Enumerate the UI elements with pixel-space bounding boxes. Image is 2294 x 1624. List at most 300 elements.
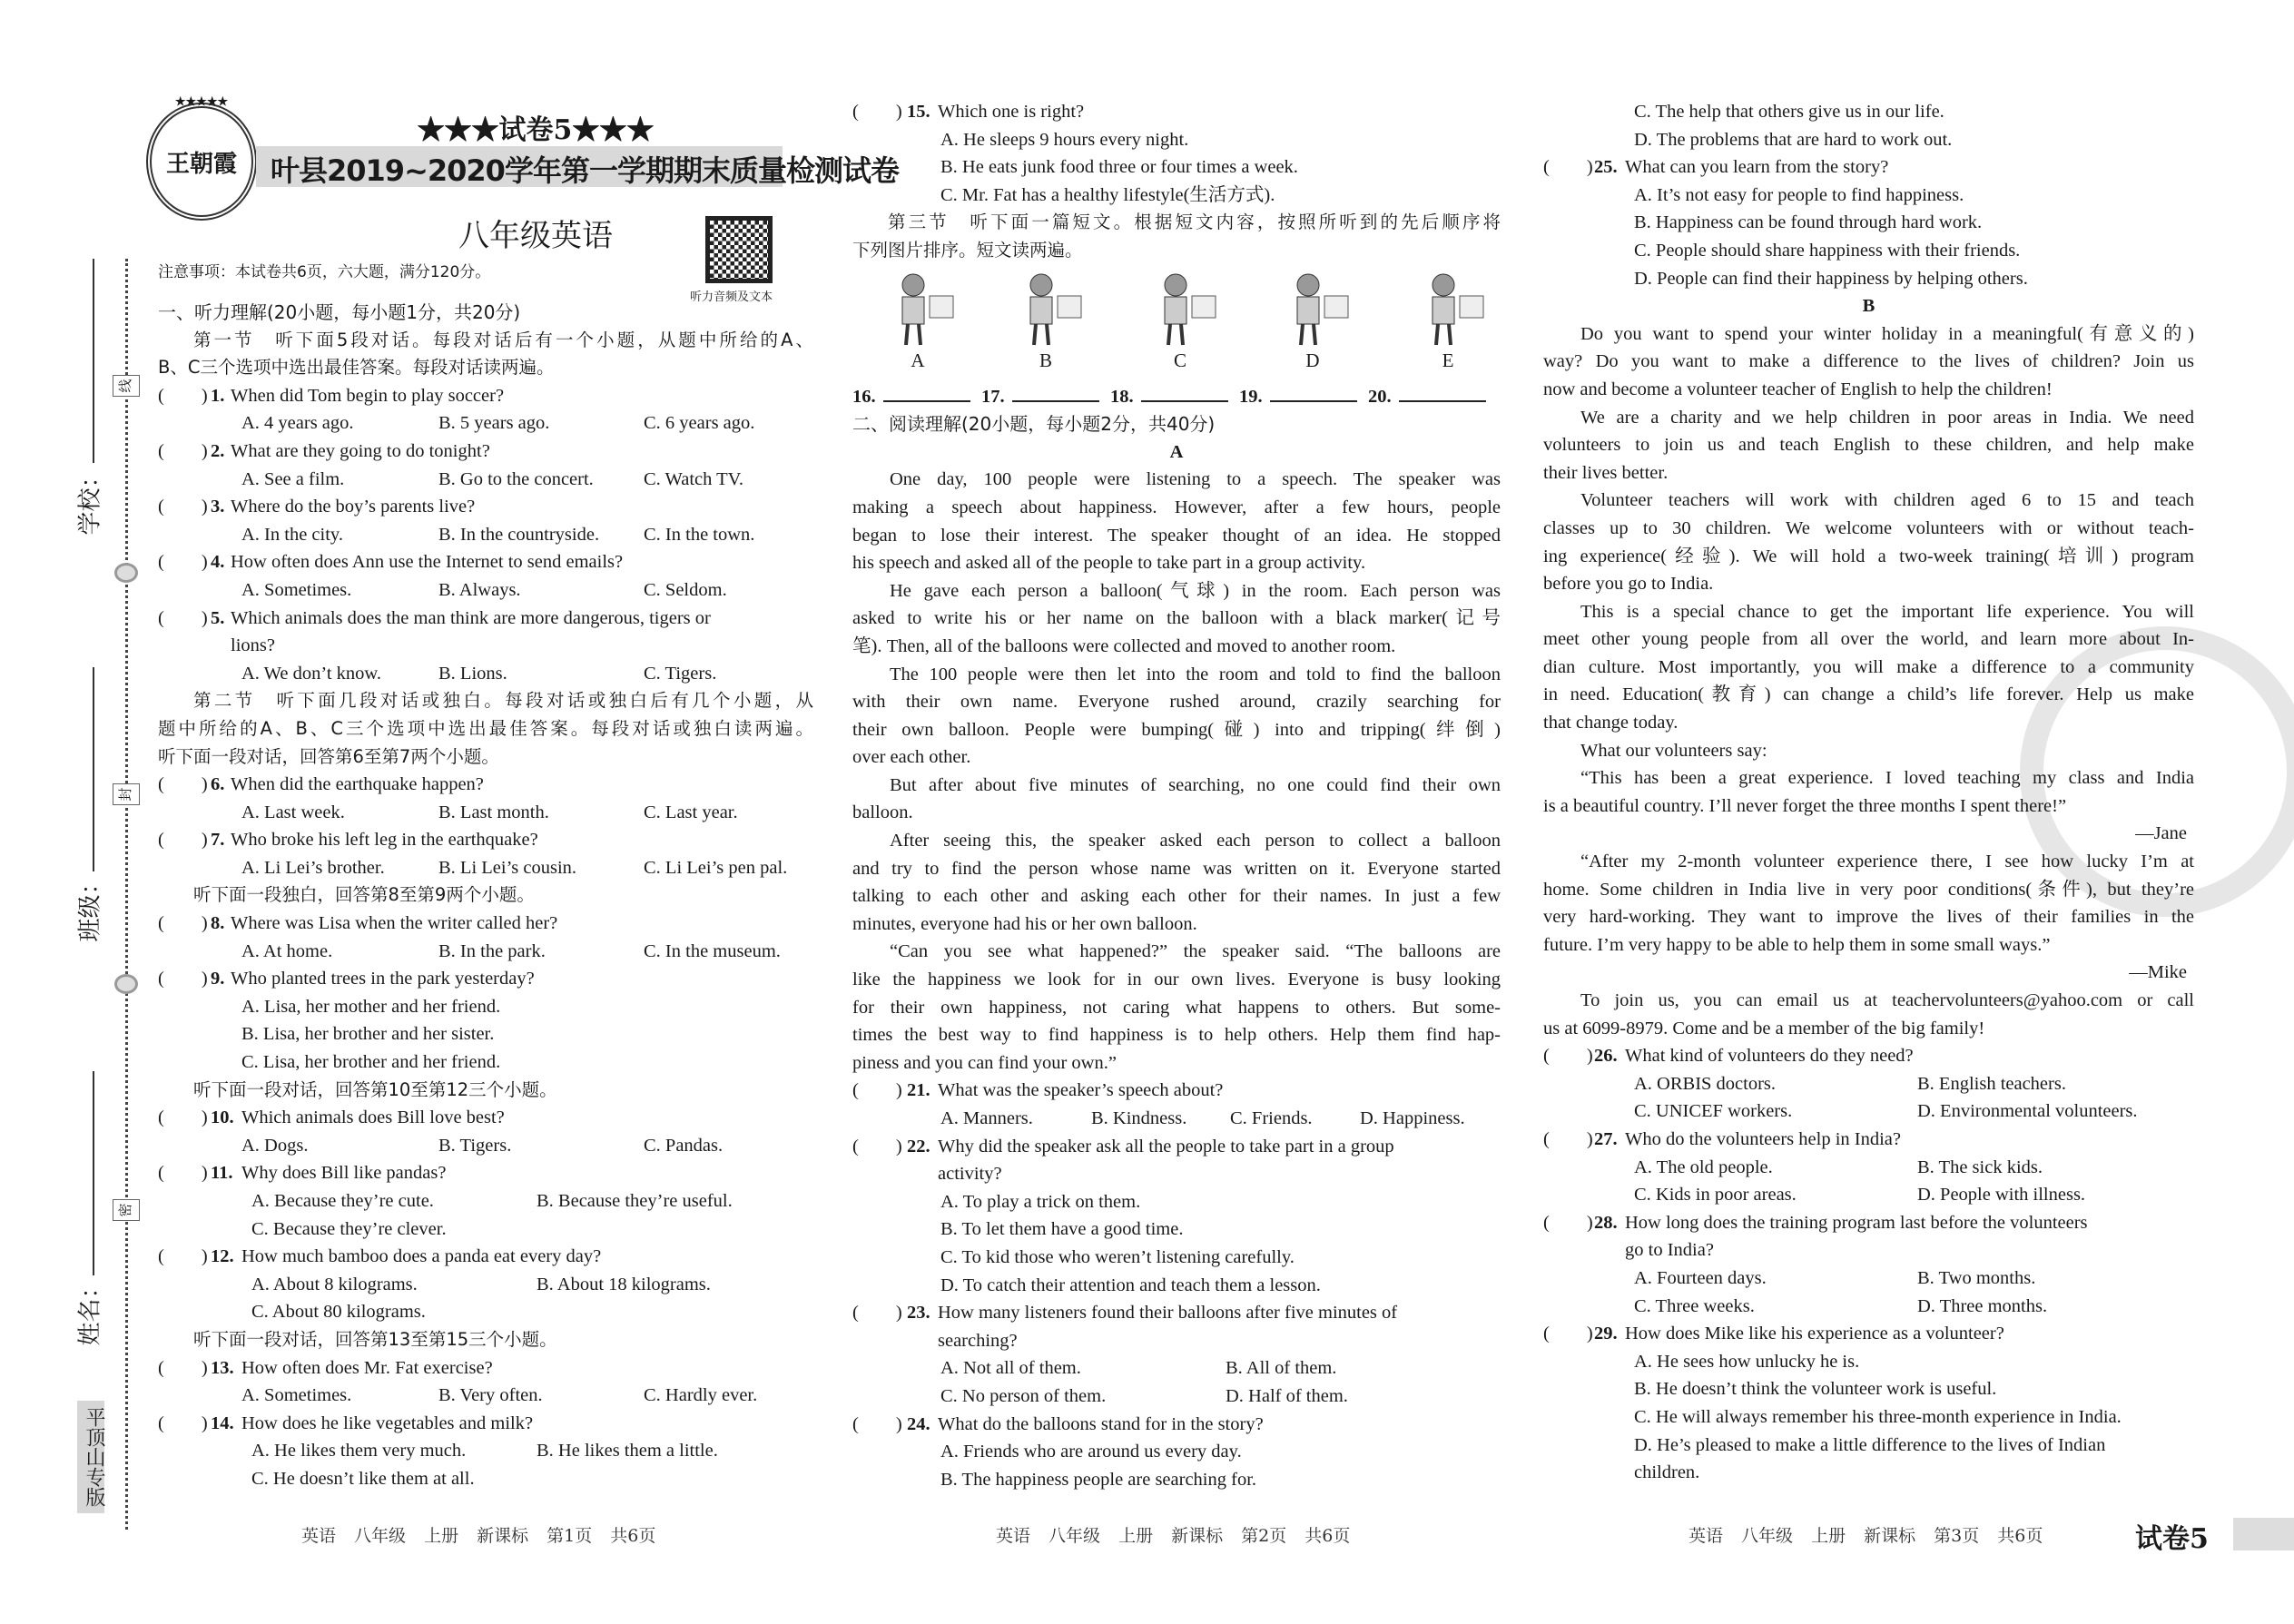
answer-option[interactable]: D. Environmental volunteers. xyxy=(1917,1101,2138,1122)
passage-line: meet other young people from all over the world, and learn more about In- xyxy=(1543,629,2194,650)
question-text: What can you learn from the story? xyxy=(1625,157,1889,178)
picture-label: D xyxy=(1305,349,1320,371)
answer-blank[interactable]: ( ) xyxy=(158,440,208,461)
passage-line: asked to write his or her name on the balloon with a black marker(记号 xyxy=(852,608,1501,629)
publisher-logo: ★★★★★ 王朝霞 xyxy=(146,103,257,221)
question-text: Which animals does the man think are more dangerous, tigers or xyxy=(231,607,711,628)
answer-option[interactable]: A. At home. xyxy=(241,940,333,961)
question-number: 14. xyxy=(211,1412,234,1433)
answer-option[interactable]: A. Friends who are around us every day. xyxy=(940,1442,1242,1462)
page-2-column xyxy=(852,98,1501,1493)
question-number: 29. xyxy=(1594,1324,1618,1344)
question-row xyxy=(158,826,813,854)
answer-blank[interactable]: ( ) xyxy=(852,1303,902,1324)
edition-label: 平顶山专版 xyxy=(77,1401,104,1513)
answer-option[interactable]: B. Li Lei’s cousin. xyxy=(438,857,577,878)
instruction-line: B、C三个选项中选出最佳答案。每段对话读两遍。 xyxy=(158,357,555,379)
answer-option[interactable]: C. No person of them. xyxy=(940,1385,1107,1406)
option-row xyxy=(158,854,813,882)
answer-option[interactable]: C. In the museum. xyxy=(644,940,781,961)
answer-option[interactable]: B. In the park. xyxy=(438,940,546,961)
passage-line: began to lose their interest. The speaker thought of an idea. He stopped xyxy=(852,525,1501,546)
answer-option[interactable]: D. The problems that are hard to work out. xyxy=(1634,129,1953,150)
answer-option[interactable]: A. In the city. xyxy=(241,524,343,545)
answer-option[interactable]: A. Not all of them. xyxy=(940,1358,1081,1379)
answer-option[interactable]: C. To kid those who weren’t listening carefully. xyxy=(940,1246,1295,1267)
answer-blank[interactable]: ( ) xyxy=(158,774,208,795)
name-label: 姓名： xyxy=(76,1275,104,1346)
answer-option[interactable]: C. Mr. Fat has a healthy lifestyle(生活方式). xyxy=(940,184,1275,205)
answer-option[interactable]: B. The happiness people are searching for. xyxy=(940,1469,1257,1490)
question-row xyxy=(852,1133,1501,1161)
question-text: How much bamboo does a panda eat every day? xyxy=(241,1246,602,1267)
answer-option[interactable]: D. Happiness. xyxy=(1360,1108,1465,1128)
answer-option[interactable]: C. About 80 kilograms. xyxy=(251,1302,426,1323)
cut-line xyxy=(125,259,128,1530)
instruction-line: 下列图片排序。短文读两遍。 xyxy=(852,239,1083,261)
answer-option[interactable]: A. We don’t know. xyxy=(241,663,381,684)
answer-option[interactable]: D. People with illness. xyxy=(1917,1185,2086,1206)
answer-option[interactable]: A. Li Lei’s brother. xyxy=(241,857,385,878)
answer-option[interactable]: D. Three months. xyxy=(1917,1295,2048,1316)
answer-option[interactable]: A. Last week. xyxy=(241,802,345,822)
picture-label: E xyxy=(1442,349,1454,371)
question-row xyxy=(158,493,813,521)
option-row xyxy=(1543,1432,2194,1460)
class-label: 班级： xyxy=(76,871,104,942)
picture-b xyxy=(1002,269,1089,374)
instruction-line: 题中所给的A、B、C三个选项中选出最佳答案。每段对话或独白读两遍。 xyxy=(158,717,813,739)
option-row xyxy=(852,1188,1501,1216)
answer-blank[interactable]: ( ) xyxy=(852,1413,902,1434)
answer-option[interactable]: A. To play a trick on them. xyxy=(940,1191,1141,1212)
answer-blank[interactable]: ( ) xyxy=(1543,1046,1593,1067)
option-row xyxy=(1543,265,2194,293)
answer-option[interactable]: A. Because they’re cute. xyxy=(251,1191,434,1211)
answer-option[interactable]: C. 6 years ago. xyxy=(644,413,755,434)
question-text: How does he like vegetables and milk? xyxy=(241,1412,534,1433)
option-row xyxy=(1543,1375,2194,1403)
question-text: activity? xyxy=(938,1164,1002,1185)
picture-d xyxy=(1269,269,1356,374)
instruction-line: 第二节 听下面几段对话或独白。每段对话或独白后有几个小题，从 xyxy=(193,690,813,712)
passage-line: in need. Education(教育) can change a child’s life forever. Help us make xyxy=(1543,684,2194,705)
question-stem-cont xyxy=(852,1160,1501,1188)
option-row xyxy=(1543,1070,2194,1098)
passage-line: times the best way to find happiness is to help others. Help them find hap- xyxy=(852,1025,1501,1046)
signature: —Mike xyxy=(2129,962,2187,983)
option-row xyxy=(852,1272,1501,1300)
person-illustration-icon xyxy=(1407,269,1489,347)
option-row xyxy=(158,521,813,549)
answer-blank[interactable]: ( ) xyxy=(852,1136,902,1156)
passage-line: with their own name. Everyone rushed around, crazily searching for xyxy=(852,692,1501,713)
footer-badge: 试卷5 xyxy=(2135,1523,2209,1555)
question-text: How often does Ann use the Internet to send emails? xyxy=(231,552,624,573)
passage-line: balloon. xyxy=(852,802,913,823)
answer-option[interactable]: A. ORBIS doctors. xyxy=(1634,1073,1777,1094)
blank-number: 17. xyxy=(981,386,1005,407)
question-text: How often does Mr. Fat exercise? xyxy=(241,1357,493,1378)
option-row xyxy=(158,1465,813,1493)
answer-option[interactable]: D. Half of them. xyxy=(1226,1385,1348,1406)
passage-line: talking to each other and asking each other for their names. In just a few xyxy=(852,886,1501,907)
option-row xyxy=(158,466,813,494)
question-text: What are they going to do tonight? xyxy=(231,440,490,461)
question-text: When did Tom begin to play soccer? xyxy=(231,385,505,406)
question-row xyxy=(158,548,813,576)
question-text: Where do the boy’s parents live? xyxy=(231,497,476,517)
answer-blank[interactable]: ( ) xyxy=(158,830,208,851)
passage-line: before you go to India. xyxy=(1543,574,1714,595)
answer-option[interactable]: C. People should share happiness with their friends. xyxy=(1634,240,2021,261)
exam-banner-title: 叶县2019~2020学年第一学期期末质量检测试卷 xyxy=(271,153,899,188)
school-label: 学校： xyxy=(76,464,104,536)
answer-option[interactable]: C. Three weeks. xyxy=(1634,1295,1755,1316)
question-row xyxy=(1543,1042,2194,1070)
answer-option[interactable]: A. Sometimes. xyxy=(241,579,352,600)
question-text: When did the earthquake happen? xyxy=(231,774,484,795)
question-text: lions? xyxy=(231,635,275,656)
instruction-line: 第一节 听下面5段对话。每段对话后有一个小题，从题中所给的A、 xyxy=(193,329,813,350)
question-text: Who do the volunteers help in India? xyxy=(1625,1128,1901,1149)
answer-option[interactable]: A. Sometimes. xyxy=(241,1385,352,1406)
answer-option[interactable]: A. Fourteen days. xyxy=(1634,1267,1767,1288)
question-text: go to India? xyxy=(1625,1240,1714,1261)
question-text: Where was Lisa when the writer called her? xyxy=(231,913,558,934)
question-row xyxy=(158,438,813,466)
answer-blank[interactable]: ( ) xyxy=(158,497,208,517)
question-number: 15. xyxy=(907,102,930,122)
question-row xyxy=(852,1299,1501,1327)
question-number: 13. xyxy=(211,1357,234,1378)
answer-blank[interactable]: ( ) xyxy=(1543,157,1593,178)
option-row xyxy=(158,1132,813,1160)
answer-option[interactable]: B. 5 years ago. xyxy=(438,413,550,434)
answer-option[interactable]: B. To let them have a good time. xyxy=(940,1219,1184,1240)
passage-line: their lives better. xyxy=(1543,462,1669,483)
blank-line[interactable] xyxy=(883,384,970,402)
passage-line: future. I’m very happy to be able to help them in some small ways.” xyxy=(1543,934,2051,955)
answer-option[interactable]: A. Lisa, her mother and her friend. xyxy=(241,996,501,1017)
qr-code[interactable] xyxy=(705,216,773,283)
answer-option[interactable]: B. The sick kids. xyxy=(1917,1156,2043,1177)
option-row xyxy=(852,1244,1501,1272)
option-row xyxy=(158,660,813,688)
option-row xyxy=(852,1105,1501,1133)
answer-option[interactable]: B. English teachers. xyxy=(1917,1073,2066,1094)
passage-line: minutes, everyone had his or her own balloon. xyxy=(852,913,1197,934)
question-text: Which one is right? xyxy=(938,102,1085,122)
option-row xyxy=(158,409,813,438)
question-number: 4. xyxy=(211,552,225,573)
ordering-blank[interactable] xyxy=(1110,383,1228,411)
option-row xyxy=(852,1438,1501,1466)
question-text: What kind of volunteers do they need? xyxy=(1625,1046,1914,1067)
passage-label: B xyxy=(1862,296,1876,317)
exam-notice: 注意事项：本试卷共6页，六大题，满分120分。 xyxy=(158,263,491,281)
answer-option[interactable]: B. All of them. xyxy=(1226,1358,1337,1379)
question-text: Who broke his left leg in the earthquake? xyxy=(231,830,538,851)
passage-line: “Can you see what happened?” the speaker said. “The balloons are xyxy=(890,941,1501,962)
answer-option[interactable]: B. Happiness can be found through hard work. xyxy=(1634,212,1983,233)
passage-line: now and become a volunteer teacher of English to help the children! xyxy=(1543,379,2053,399)
option-row xyxy=(1543,1097,2194,1126)
question-text: Why does Bill like pandas? xyxy=(241,1163,447,1184)
answer-blank[interactable]: ( ) xyxy=(158,607,208,628)
answer-option[interactable]: C. UNICEF workers. xyxy=(1634,1101,1793,1122)
passage-line: classes up to 30 children. We welcome volunteers with or without teach- xyxy=(1543,517,2194,538)
answer-option[interactable]: B. He likes them a little. xyxy=(537,1441,718,1462)
answer-blank[interactable]: ( ) xyxy=(158,1412,208,1433)
passage-line: “After my 2-month volunteer experience there, I see how lucky I’m at xyxy=(1580,851,2194,872)
blank-line[interactable] xyxy=(1141,384,1228,402)
answer-option[interactable]: A. About 8 kilograms. xyxy=(251,1274,418,1294)
answer-option[interactable]: B. Lions. xyxy=(438,663,507,684)
binding-hole-icon xyxy=(114,974,138,994)
question-row xyxy=(158,605,813,633)
passage-line: way? Do you want to make a difference to the lives of children? Join us xyxy=(1543,351,2194,372)
option-row xyxy=(1543,1265,2194,1293)
option-row xyxy=(1543,1403,2194,1432)
answer-option[interactable]: A. 4 years ago. xyxy=(241,413,354,434)
blank-line[interactable] xyxy=(1012,384,1099,402)
passage-line: is a beautiful country. I’ll never forget the three months I spent there!” xyxy=(1543,795,2067,816)
question-number: 9. xyxy=(211,969,225,989)
answer-option[interactable]: A. The old people. xyxy=(1634,1156,1773,1177)
question-number: 25. xyxy=(1594,157,1618,178)
answer-option[interactable]: D. He’s pleased to make a little difference to the lives of Indian xyxy=(1634,1434,2106,1455)
answer-option[interactable]: A. It’s not easy for people to find happiness. xyxy=(1634,184,1964,205)
passage-line: This is a special chance to get the important life experience. You will xyxy=(1580,601,2194,622)
passage-line: dian culture. Most importantly, you will make a difference to a community xyxy=(1543,656,2194,677)
answer-option[interactable]: C. Tigers. xyxy=(644,663,717,684)
question-row xyxy=(158,910,813,938)
person-illustration-icon xyxy=(1272,269,1354,347)
ordering-blanks xyxy=(852,383,1501,411)
picture-label: A xyxy=(911,349,925,371)
answer-option[interactable]: B. He doesn’t think the volunteer work is useful. xyxy=(1634,1379,1997,1400)
answer-option[interactable]: C. Hardly ever. xyxy=(644,1385,758,1406)
question-text: How long does the training program last before the volunteers xyxy=(1625,1212,2088,1233)
answer-option[interactable]: A. He sleeps 9 hours every night. xyxy=(940,129,1189,150)
option-row xyxy=(852,1383,1501,1411)
passage-line: After seeing this, the speaker asked each person to collect a balloon xyxy=(890,831,1501,851)
question-row xyxy=(158,1354,813,1383)
person-illustration-icon xyxy=(877,269,959,347)
question-number: 2. xyxy=(211,440,225,461)
question-number: 5. xyxy=(211,607,225,628)
question-row xyxy=(1543,1209,2194,1237)
instruction-line: 听下面一段对话，回答第10至第12三个小题。 xyxy=(193,1078,557,1100)
question-number: 8. xyxy=(211,913,225,934)
option-row xyxy=(852,1466,1501,1494)
answer-blank[interactable]: ( ) xyxy=(1543,1128,1593,1149)
question-row xyxy=(158,382,813,410)
question-row xyxy=(158,1159,813,1187)
answer-option[interactable]: B. Go to the concert. xyxy=(438,468,594,489)
question-number: 28. xyxy=(1594,1212,1618,1233)
footer-page-3: 英语 八年级 上册 新课标 第3页 共6页 xyxy=(1689,1526,2043,1546)
passage-label: A xyxy=(1169,441,1184,462)
answer-blank[interactable]: ( ) xyxy=(158,552,208,573)
option-row xyxy=(158,1271,813,1299)
qr-caption: 听力音频及文本 xyxy=(690,290,773,303)
option-row xyxy=(158,1216,813,1244)
picture-set xyxy=(852,265,1501,383)
option-row xyxy=(158,799,813,827)
option-row xyxy=(158,938,813,966)
footer-page-2: 英语 八年级 上册 新课标 第2页 共6页 xyxy=(996,1526,1351,1546)
answer-blank[interactable]: ( ) xyxy=(1543,1212,1593,1233)
passage-line: ing experience(经验). We will hold a two-week training(培训) program xyxy=(1543,546,2194,566)
question-stem-cont xyxy=(1543,1236,2194,1265)
answer-option[interactable]: C. Seldom. xyxy=(644,579,727,600)
question-number: 23. xyxy=(907,1303,930,1324)
answer-option[interactable]: B. Last month. xyxy=(438,802,549,822)
class-underline xyxy=(93,667,94,871)
passage-line: He gave each person a balloon(气球) in the room. Each person was xyxy=(890,580,1501,601)
seal-tag-secret: 密 xyxy=(113,1199,140,1221)
question-number: 12. xyxy=(211,1246,234,1267)
answer-option[interactable]: D. To catch their attention and teach them a lesson. xyxy=(940,1275,1321,1295)
option-row xyxy=(852,153,1501,182)
school-underline xyxy=(93,259,94,463)
option-row xyxy=(158,1187,813,1216)
passage-line: and try to find the person whose name was written on it. Everyone started xyxy=(852,858,1501,879)
answer-blank[interactable]: ( ) xyxy=(158,385,208,406)
instruction-line: 听下面一段对话，回答第6至第7两个小题。 xyxy=(158,745,499,767)
answer-option[interactable]: B. Two months. xyxy=(1917,1267,2036,1288)
question-text: Who planted trees in the park yesterday? xyxy=(231,969,535,989)
answer-blank[interactable]: ( ) xyxy=(158,1107,208,1128)
question-row xyxy=(852,98,1501,126)
instruction-line: 听下面一段独白，回答第8至第9两个小题。 xyxy=(193,884,535,906)
answer-option[interactable]: A. Manners. xyxy=(940,1108,1033,1128)
ordering-blank[interactable] xyxy=(981,383,1099,411)
passage-line: their own balloon. People were bumping(碰) into and tripping(绊倒) xyxy=(852,719,1501,740)
answer-option[interactable]: C. He doesn’t like them at all. xyxy=(251,1468,475,1489)
option-row xyxy=(852,1354,1501,1383)
picture-e xyxy=(1404,269,1492,374)
answer-option[interactable]: B. Lisa, her brother and her sister. xyxy=(241,1024,495,1045)
answer-option[interactable]: B. Very often. xyxy=(438,1385,543,1406)
option-row xyxy=(158,1437,813,1465)
blank-line[interactable] xyxy=(1270,384,1357,402)
answer-blank[interactable]: ( ) xyxy=(158,1163,208,1184)
answer-blank[interactable]: ( ) xyxy=(852,1080,902,1101)
answer-blank[interactable]: ( ) xyxy=(158,1246,208,1267)
answer-option[interactable]: C. Last year. xyxy=(644,802,738,822)
passage-line: To join us, you can email us at teachervolunteers@yahoo.com or call xyxy=(1580,990,2194,1010)
option-row xyxy=(1543,126,2194,154)
option-row xyxy=(1543,1293,2194,1321)
passage-line: piness and you can find your own.” xyxy=(852,1052,1117,1073)
answer-option[interactable]: B. Because they’re useful. xyxy=(537,1191,733,1211)
passage-line: home. Some children in India live in very poor conditions(条件), but they’re xyxy=(1543,879,2194,900)
option-row xyxy=(158,1020,813,1048)
answer-blank[interactable]: ( ) xyxy=(1543,1324,1593,1344)
answer-option[interactable]: children. xyxy=(1634,1462,1700,1483)
seal-tag-seal: 封 xyxy=(113,783,140,805)
blank-number: 19. xyxy=(1239,386,1263,407)
answer-option[interactable]: C. Friends. xyxy=(1230,1108,1313,1128)
answer-option[interactable]: B. Always. xyxy=(438,579,521,600)
question-stem-cont xyxy=(852,1327,1501,1355)
answer-option[interactable]: C. In the town. xyxy=(644,524,755,545)
question-text: What was the speaker’s speech about? xyxy=(938,1080,1224,1101)
passage-line: The 100 people were then let into the room and told to find the balloon xyxy=(890,664,1501,684)
answer-option[interactable]: B. Tigers. xyxy=(438,1135,512,1156)
answer-option[interactable]: B. In the countryside. xyxy=(438,524,600,545)
question-number: 21. xyxy=(907,1080,930,1101)
person-illustration-icon xyxy=(1139,269,1221,347)
answer-option[interactable]: B. He eats junk food three or four times a week. xyxy=(940,157,1298,178)
footer-badge-bg xyxy=(2233,1518,2294,1550)
answer-option[interactable]: B. About 18 kilograms. xyxy=(537,1274,711,1294)
answer-option[interactable]: C. Kids in poor areas. xyxy=(1634,1185,1797,1206)
question-text: What do the balloons stand for in the story? xyxy=(938,1413,1264,1434)
answer-option[interactable]: A. He sees how unlucky he is. xyxy=(1634,1351,1860,1372)
answer-blank[interactable]: ( ) xyxy=(158,1357,208,1378)
picture-label: B xyxy=(1039,349,1052,371)
answer-blank[interactable]: ( ) xyxy=(158,969,208,989)
ordering-blank[interactable] xyxy=(1239,383,1357,411)
answer-option[interactable]: C. Lisa, her brother and her friend. xyxy=(241,1052,501,1073)
passage-line: 笔). Then, all of the balloons were collected and moved to another room. xyxy=(852,635,1396,656)
answer-option[interactable]: A. See a film. xyxy=(241,468,345,489)
answer-option[interactable]: C. The help that others give us in our life. xyxy=(1634,102,1944,122)
question-text: How does Mike like his experience as a volunteer? xyxy=(1625,1324,2004,1344)
question-number: 22. xyxy=(907,1136,930,1156)
answer-option[interactable]: B. Kindness. xyxy=(1091,1108,1187,1128)
passage-line: over each other. xyxy=(852,747,971,768)
page-1-column xyxy=(158,299,813,1493)
question-row xyxy=(158,1410,813,1438)
answer-option[interactable]: D. People can find their happiness by helping others. xyxy=(1634,268,2028,289)
answer-option[interactable]: C. Watch TV. xyxy=(644,468,743,489)
question-text: searching? xyxy=(938,1330,1018,1351)
answer-option[interactable]: C. He will always remember his three-month experience in India. xyxy=(1634,1406,2122,1427)
ordering-blank[interactable] xyxy=(1368,383,1486,411)
picture-label: C xyxy=(1173,349,1186,371)
answer-blank[interactable]: ( ) xyxy=(158,913,208,934)
answer-option[interactable]: C. Li Lei’s pen pal. xyxy=(644,857,788,878)
answer-option[interactable]: C. Because they’re clever. xyxy=(251,1218,447,1239)
blank-line[interactable] xyxy=(1399,384,1486,402)
answer-option[interactable]: A. Dogs. xyxy=(241,1135,309,1156)
instruction-line: 听下面一段对话，回答第13至第15三个小题。 xyxy=(193,1328,557,1350)
signature: —Jane xyxy=(2135,823,2187,844)
passage-line: like the happiness we look for in our own lives. Everyone is busy looking xyxy=(852,969,1501,990)
question-number: 27. xyxy=(1594,1128,1618,1149)
binding-hole-icon xyxy=(114,563,138,583)
ordering-blank[interactable] xyxy=(852,383,970,411)
answer-option[interactable]: C. Pandas. xyxy=(644,1135,724,1156)
answer-option[interactable]: A. He likes them very much. xyxy=(251,1441,467,1462)
answer-blank[interactable]: ( ) xyxy=(852,102,902,122)
option-row xyxy=(158,993,813,1021)
option-row xyxy=(1543,1154,2194,1182)
option-row xyxy=(1543,1181,2194,1209)
passage-line: Do you want to spend your winter holiday in a meaningful(有意义的) xyxy=(1580,323,2194,344)
option-row xyxy=(1543,1348,2194,1376)
option-row xyxy=(158,1048,813,1077)
question-number: 26. xyxy=(1594,1046,1618,1067)
option-row xyxy=(1543,1459,2194,1487)
question-row xyxy=(1543,1320,2194,1348)
passage-line: very hard-working. They want to improve the lives of their families in the xyxy=(1543,907,2194,928)
